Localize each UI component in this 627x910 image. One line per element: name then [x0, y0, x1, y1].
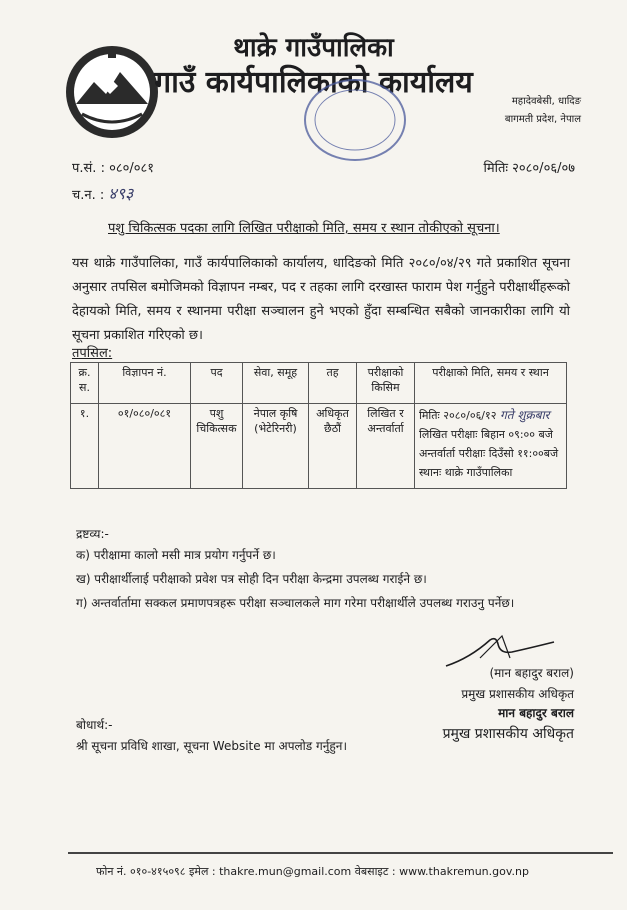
- schedule-date: [419, 406, 562, 425]
- letter-date: मितिः २०८०/०६/०७: [483, 161, 575, 176]
- schedule-interview: अन्तर्वार्ता परीक्षाः दिउँसो ११:००बजे: [419, 447, 559, 460]
- schedule-date-printed: मितिः २०८०/०६/१२: [419, 409, 497, 422]
- dispatch-number-label: च.न. :: [72, 188, 105, 203]
- cell-sn: १.: [71, 404, 99, 489]
- col-level: तह: [309, 363, 357, 404]
- col-service: सेवा, समूह: [243, 363, 309, 404]
- col-sn: क्र. स.: [71, 363, 99, 404]
- notice-body: यस थाक्रे गाउँपालिका, गाउँ कार्यपालिकाको कार्यालय, धादिङको मिति २०८०/०४/२९ गते प्रकाशित सूचना अनुसार तपसिल बमोजिमको विज्ञापन नम्बर, पद र तहका लागि दरखास्त फाराम पेश गर्नुहुने परीक्षार्थीहरूको देहायको मिति, समय र स्थानमा परीक्षा सञ्चालन हुने भएको हुँदा सम्बन्धित सबैको जानकारीका लागि यो सूचना प्रकाशित गरिएको छ।: [72, 256, 570, 343]
- cc-line: श्री सूचना प्रविधि शाखा, सूचना Website मा अपलोड गर्नुहुन।: [76, 739, 347, 753]
- table-row: [71, 404, 567, 489]
- table-header-row: [71, 363, 567, 404]
- cell-schedule: [415, 404, 567, 489]
- office-address: [505, 93, 581, 129]
- cell-exam-type: लिखित र अन्तर्वार्ता: [357, 404, 415, 489]
- signatory-name: (मान बहादुर बराल): [489, 666, 574, 680]
- schedule-venue: स्थानः थाक्रे गाउँपालिका: [419, 466, 513, 479]
- signatory-stamp-title: प्रमुख प्रशासकीय अधिकृत: [442, 726, 574, 742]
- footer-divider: [68, 852, 613, 854]
- col-exam-type: परीक्षाको किसिम: [357, 363, 415, 404]
- signatory-stamp-name: मान बहादुर बराल: [498, 706, 574, 720]
- cell-adv-no: ०१/०८०/०८१: [99, 404, 191, 489]
- cell-service: नेपाल कृषि (भेटेरिनरी): [243, 404, 309, 489]
- office-stamp: [300, 72, 410, 168]
- dispatch-number: [72, 182, 133, 204]
- schedule-label: तपसिल:: [72, 346, 113, 361]
- col-schedule: परीक्षाको मिति, समय र स्थान: [415, 363, 567, 404]
- footer-contact: फोन नं. ०१०-४१५०९८ इमेल : thakre.mun@gmail.com वेबसाइट : www.thakremun.gov.np: [96, 865, 529, 878]
- schedule-written: लिखित परीक्षाः बिहान ०९:०० बजे: [419, 428, 553, 441]
- notice-subject: पशु चिकित्सक पदका लागि लिखित परीक्षाको मिति, समय र स्थान तोकीएको सूचना।: [108, 221, 500, 236]
- note-item: ग) अन्तर्वार्तामा सक्कल प्रमाणपत्रहरू परीक्षा सञ्चालकले माग गरेमा परीक्षार्थीले उपलब्ध गराउनु पर्नेछ।: [76, 596, 515, 610]
- cell-level: अधिकृत छैठौं: [309, 404, 357, 489]
- col-adv-no: विज्ञापन नं.: [99, 363, 191, 404]
- notes-title: द्रष्टव्य:-: [76, 527, 109, 541]
- signatory-title: प्रमुख प्रशासकीय अधिकृत: [461, 687, 574, 701]
- dispatch-number-value: ४९३: [108, 184, 134, 203]
- office-title: गाउँ कार्यपालिकाको कार्यालय: [154, 65, 473, 100]
- address-line-2: बागमती प्रदेश, नेपाल: [504, 114, 581, 125]
- cell-post: पशु चिकित्सक: [191, 404, 243, 489]
- address-line-1: महादेवबेसी, धादिङ: [511, 96, 581, 107]
- municipality-title: थाक्रे गाउँपालिका: [233, 33, 394, 63]
- col-post: पद: [191, 363, 243, 404]
- note-item: ख) परीक्षार्थीलाई परीक्षाको प्रवेश पत्र सोही दिन परीक्षा केन्द्रमा उपलब्ध गराईने छ।: [76, 572, 427, 586]
- cc-title: बोधार्थ:-: [76, 718, 113, 732]
- exam-schedule-table: [70, 362, 567, 489]
- schedule-date-handwritten: गते शुक्रबार: [499, 408, 550, 422]
- letter-number: प.सं. : ०८०/०८१: [72, 161, 155, 176]
- note-item: क) परीक्षामा कालो मसी मात्र प्रयोग गर्नुपर्ने छ।: [76, 548, 276, 562]
